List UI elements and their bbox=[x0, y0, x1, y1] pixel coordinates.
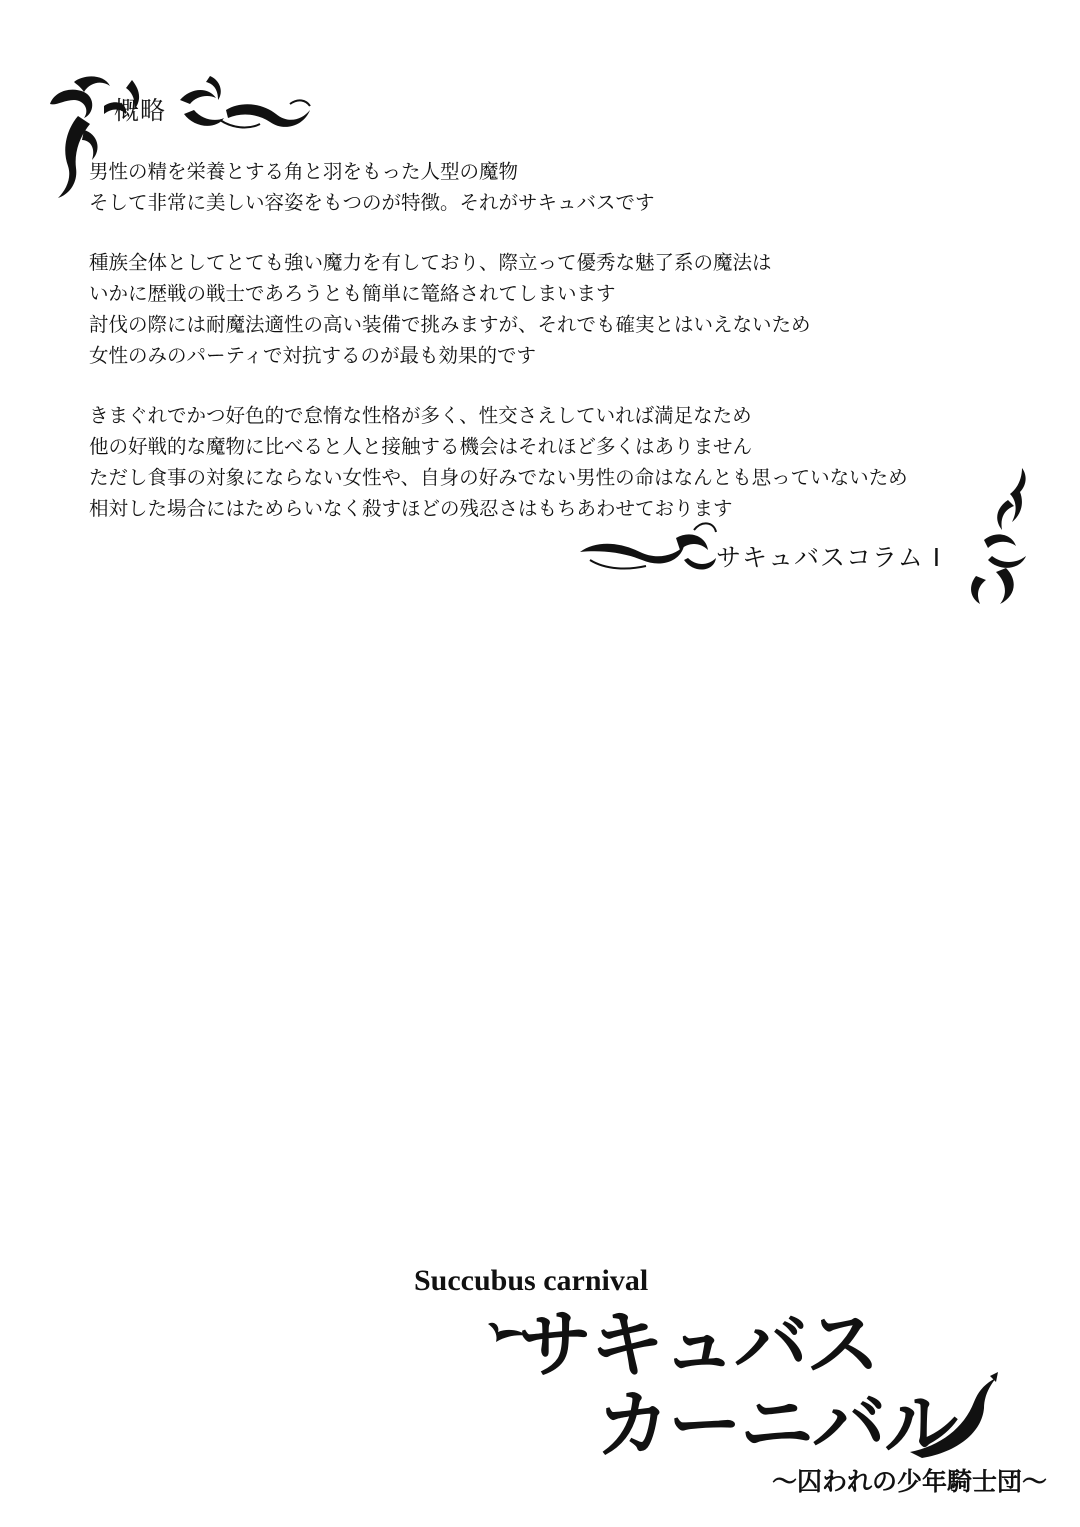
paragraph-line: 相対した場合にはためらいなく殺すほどの残忍さはもちあわせております bbox=[89, 497, 733, 520]
paragraph-1 bbox=[89, 156, 989, 218]
paragraph-line: 討伐の際には耐魔法適性の高い装備で挑みますが、それでも確実とはいえないため bbox=[89, 313, 811, 336]
bottom-right-flourish-icon bbox=[576, 460, 1038, 610]
title-subtitle: 〜囚われの少年騎士団〜 bbox=[772, 1467, 1048, 1496]
title-japanese-line2: カーニバル bbox=[596, 1382, 956, 1468]
paragraph-line: いかに歴戦の戦士であろうとも簡単に篭絡されてしまいます bbox=[89, 282, 616, 305]
paragraph-line: 他の好戦的な魔物に比べると人と接触する機会はそれほど多くはありません bbox=[89, 435, 753, 458]
paragraph-line: そして非常に美しい容姿をもつのが特徴。それがサキュバスです bbox=[89, 191, 655, 214]
paragraph-line: 種族全体としてとても強い魔力を有しており、際立って優秀な魅了系の魔法は bbox=[89, 251, 772, 274]
paragraph-line: 男性の精を栄養とする角と羽をもった人型の魔物 bbox=[89, 160, 519, 183]
section-heading: 概略 bbox=[114, 96, 167, 125]
title-english: Succubus carnival bbox=[414, 1264, 649, 1297]
column-label: サキュバスコラム I bbox=[716, 543, 942, 572]
paragraph-line: ただし食事の対象にならない女性や、自身の好みでない男性の命はなんとも思っていないため bbox=[89, 466, 908, 489]
paragraph-line: きまぐれでかつ好色的で怠惰な性格が多く、性交さえしていれば満足なため bbox=[89, 404, 752, 427]
title-tail-left-icon bbox=[486, 1318, 530, 1348]
title-tail-right-icon bbox=[900, 1372, 1000, 1462]
paragraph-line: 女性のみのパーティで対抗するのが最も効果的です bbox=[89, 344, 536, 367]
title-japanese-line1: サキュバス bbox=[518, 1302, 878, 1388]
paragraph-2 bbox=[89, 247, 989, 371]
